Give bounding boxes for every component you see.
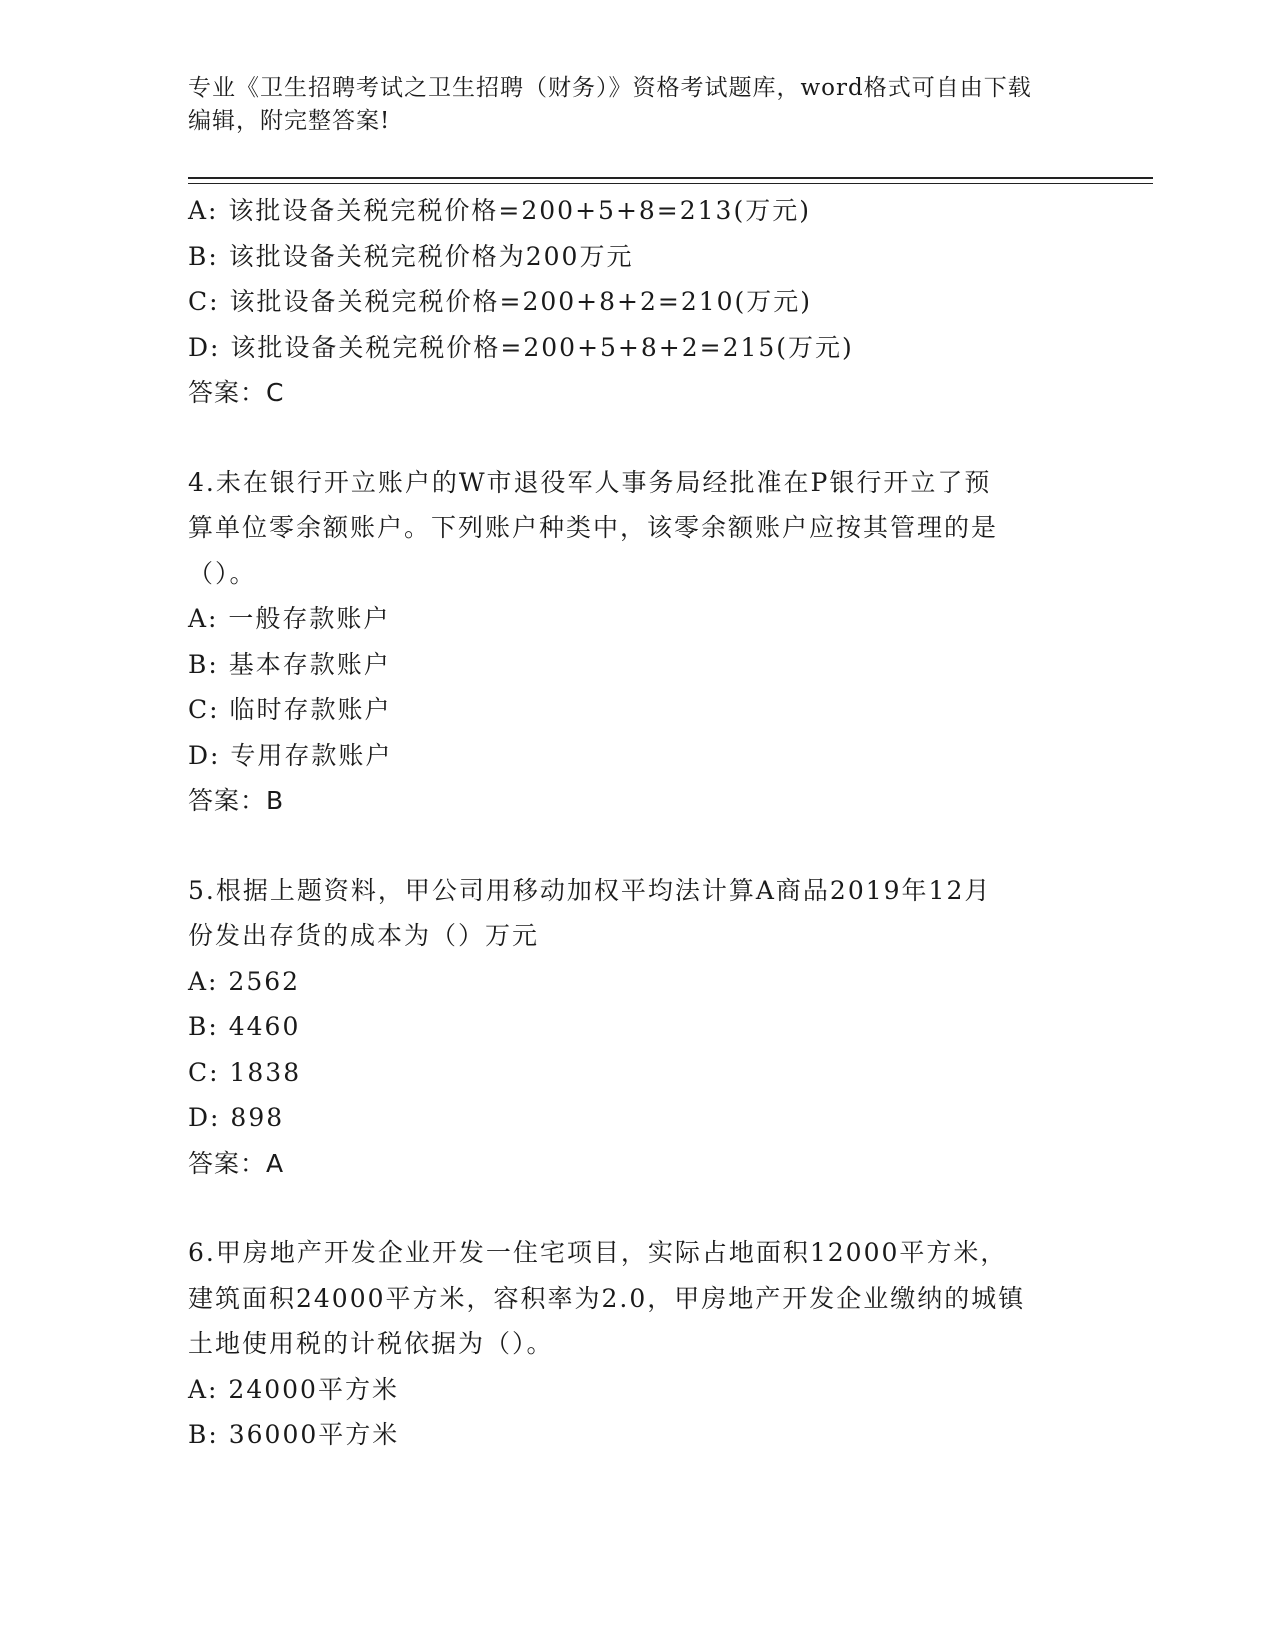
- question-6-block: [188, 1230, 1088, 1458]
- option-b: B: 该批设备关税完税价格为200万元: [188, 241, 634, 271]
- question-text-line: 建筑面积24000平方米，容积率为2.0，甲房地产开发企业缴纳的城镇: [188, 1283, 1026, 1313]
- question-text-line: 5.根据上题资料，甲公司用移动加权平均法计算A商品2019年12月: [188, 875, 992, 905]
- document-header: [188, 72, 1088, 138]
- header-divider-thick: [188, 177, 1153, 179]
- option-b: B: 36000平方米: [188, 1420, 400, 1449]
- option-c: C: 1838: [188, 1057, 302, 1087]
- option-c: C: 该批设备关税完税价格=200+8+2=210(万元): [188, 287, 813, 316]
- header-line-1: 专业《卫生招聘考试之卫生招聘（财务）》资格考试题库，word格式可自由下载: [188, 75, 1032, 101]
- option-d: D: 专用存款账户: [188, 740, 393, 770]
- header-divider-thin: [188, 183, 1153, 184]
- option-c: C: 临时存款账户: [188, 695, 392, 724]
- option-d: D: 该批设备关税完税价格=200+5+8+2=215(万元): [188, 332, 854, 362]
- question-text-line: 6.甲房地产开发企业开发一住宅项目，实际占地面积12000平方米，: [188, 1238, 1008, 1267]
- question-text-line: （）。: [188, 558, 257, 588]
- question-3-block: [188, 188, 1088, 416]
- answer-line: 答案：B: [188, 786, 285, 815]
- option-b: B: 基本存款账户: [188, 649, 391, 679]
- question-text-line: 土地使用税的计税依据为（）。: [188, 1329, 554, 1358]
- question-text-line: 4.未在银行开立账户的W市退役军人事务局经批准在P银行开立了预: [188, 467, 992, 497]
- option-a: A: 该批设备关税完税价格=200+5+8=213(万元): [188, 196, 811, 225]
- option-a: A: 一般存款账户: [188, 604, 391, 633]
- spacer: [188, 1186, 1088, 1230]
- option-a: A: 2562: [188, 966, 301, 996]
- spacer: [188, 824, 1088, 868]
- question-text-line: 份发出存货的成本为（）万元: [188, 921, 540, 950]
- question-text-line: 算单位零余额账户。下列账户种类中，该零余额账户应按其管理的是: [188, 513, 999, 542]
- question-4-block: [188, 460, 1088, 824]
- answer-line: 答案：C: [188, 378, 285, 407]
- option-b: B: 4460: [188, 1012, 301, 1041]
- spacer: [188, 416, 1088, 460]
- option-d: D: 898: [188, 1103, 285, 1132]
- question-list: [188, 188, 1088, 1458]
- option-a: A: 24000平方米: [188, 1374, 399, 1404]
- question-5-block: [188, 868, 1088, 1187]
- answer-line: 答案：A: [188, 1148, 285, 1178]
- header-line-2: 编辑，附完整答案!: [188, 108, 391, 134]
